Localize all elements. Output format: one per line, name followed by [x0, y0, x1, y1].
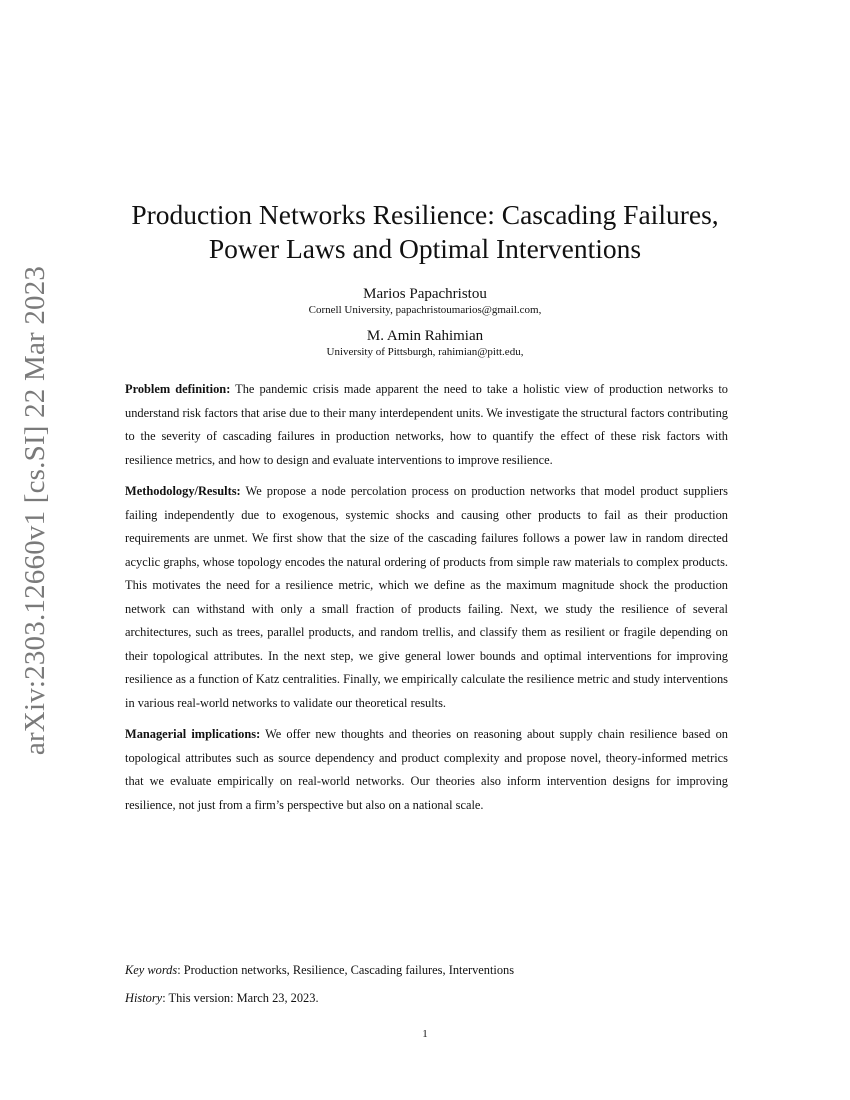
section-text: We offer new thoughts and theories on reasoning about supply chain resilience based on topological attributes such as source dependency and product complexity and propose novel, theory-informed metrics that we evaluate empirically on real-world networks. Our theories also inform intervention designs for improving resilience, not just from a firm’s perspective but also on a national scale. [125, 727, 728, 812]
author-name: Marios Papachristou [363, 286, 487, 302]
author-2 [100, 327, 750, 359]
section-heading: Managerial implications: [125, 727, 261, 741]
abstract [125, 378, 728, 825]
author-name: M. Amin Rahimian [366, 328, 484, 344]
title-line-2: Power Laws and Optimal Interventions [208, 233, 642, 264]
history-label: History [125, 991, 163, 1005]
keywords-text: : Production networks, Resilience, Cascading failures, Interventions [177, 963, 515, 977]
arxiv-side-stamp [6, 265, 66, 755]
page-number: 1 [422, 1028, 428, 1040]
author-affiliation: University of Pittsburgh, rahimian@pitt.edu, [326, 346, 524, 358]
section-heading: Problem definition: [125, 382, 231, 396]
section-text: The pandemic crisis made apparent the need to take a holistic view of production networks to understand risk factors that arise due to their many interdependent units. We investigate the structural factors contributing to the severity of cascading failures in production networks, how to quantify the effect of these risk factors with resilience metrics, and how to design and evaluate interventions to improve resilience. [125, 382, 728, 467]
arxiv-identifier: arXiv:2303.12660v1 [cs.SI] 22 Mar 2023 [19, 265, 52, 755]
history-line [125, 990, 728, 1006]
abstract-managerial-implications [125, 723, 728, 817]
author-1 [100, 285, 750, 317]
paper-title [100, 198, 750, 266]
abstract-problem-definition [125, 378, 728, 472]
title-line-1: Production Networks Resilience: Cascading Failures, [131, 199, 719, 230]
keywords-label: Key words [125, 963, 178, 977]
section-heading: Methodology/Results: [125, 484, 241, 498]
section-text: We propose a node percolation process on production networks that model product suppliers failing independently due to exogenous, systemic shocks and causing other products to fail as their production requirements are unmet. We first show that the size of the cascading failures follows a power law in random directed acyclic graphs, whose topology encodes the natural ordering of products from simple raw materials to complex products. This motivates the need for a resilience metric, which we define as the maximum magnitude shock the production network can withstand with only a small fraction of products failing. Next, we study the resilience of several architectures, such as trees, parallel products, and random trellis, and classify them as resilient or fragile depending on their topological attributes. In the next step, we give general lower bounds and optimal interventions for improving resilience as a function of Katz centralities. Finally, we empirically calculate the resilience metric and study interventions in various real-world networks to validate our theoretical results. [125, 484, 728, 710]
keywords-line [125, 962, 728, 978]
history-text: : This version: March 23, 2023. [162, 991, 319, 1005]
author-affiliation: Cornell University, papachristoumarios@gmail.com, [308, 304, 542, 316]
abstract-methodology-results [125, 480, 728, 715]
